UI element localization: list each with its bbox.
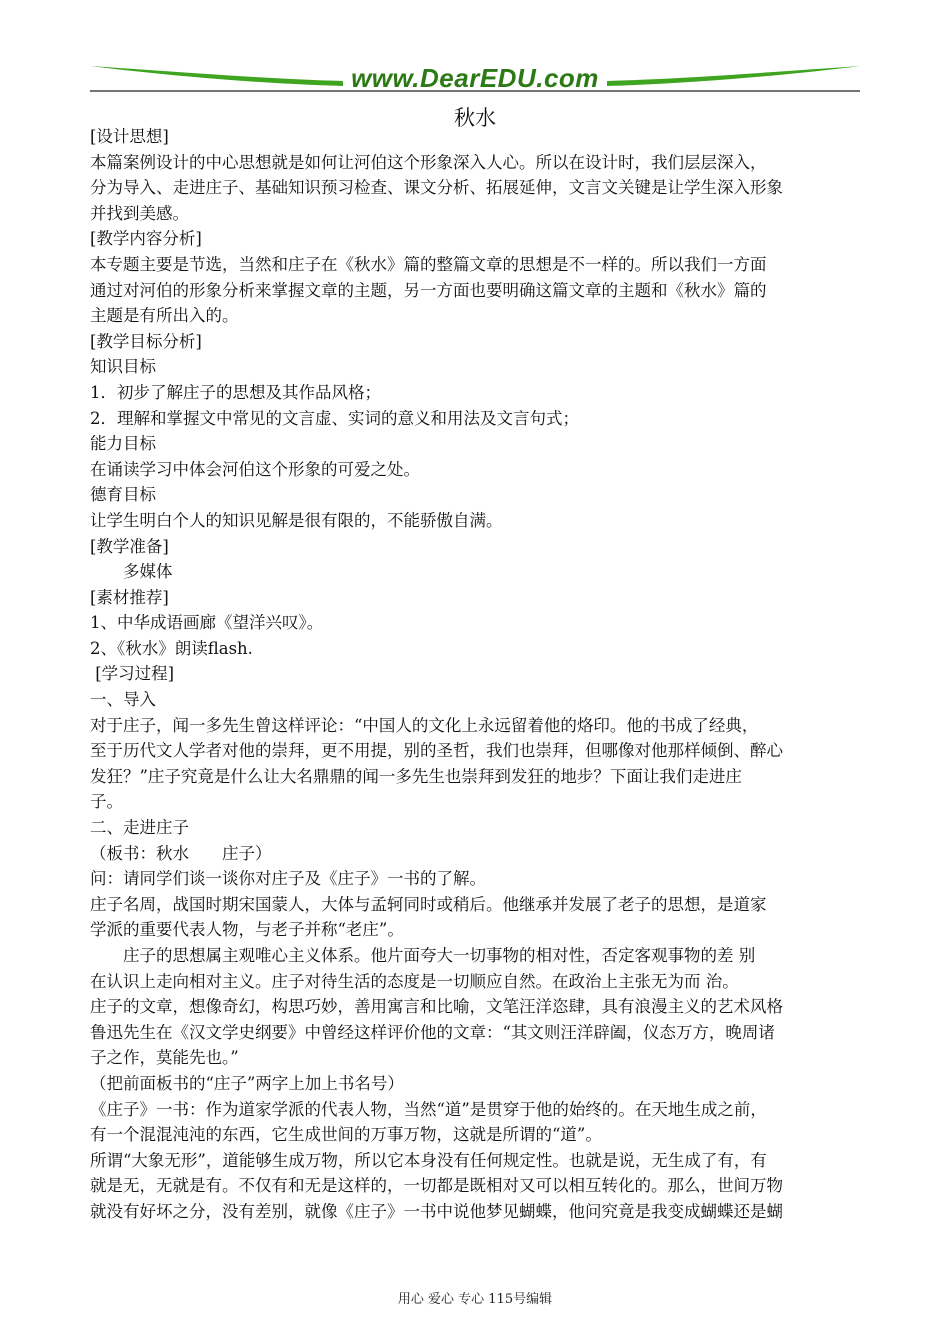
text-line: 1、中华成语画廊《望洋兴叹》。 xyxy=(90,613,324,633)
text-line: 让学生明白个人的知识见解是很有限的，不能骄傲自满。 xyxy=(90,510,503,530)
text-line: 庄子的文章，想像奇幻，构思巧妙，善用寓言和比喻，文笔汪洋恣肆，具有浪漫主义的艺术风格 xyxy=(90,997,783,1017)
text-line: 在诵读学习中体会河伯这个形象的可爱之处。 xyxy=(90,459,420,479)
text-line: 德育目标 xyxy=(90,485,156,505)
text-line: 学派的重要代表人物，与老子并称“老庄”。 xyxy=(90,920,404,940)
text-line: 子。 xyxy=(90,792,123,812)
text-line: 多媒体 xyxy=(90,562,173,582)
text-line: [教学准备] xyxy=(90,536,169,556)
text-line: 分为导入、走进庄子、基础知识预习检查、课文分析、拓展延伸，文言文关键是让学生深入形象 xyxy=(90,178,783,198)
text-line: 就没有好坏之分，没有差别，就像《庄子》一书中说他梦见蝴蝶，他问究竟是我变成蝴蝶还是蝴 xyxy=(90,1201,783,1221)
text-line: [设计思想] xyxy=(90,127,169,146)
text-line: 一、导入 xyxy=(90,690,156,710)
text-line: 问：请同学们谈一谈你对庄子及《庄子》一书的了解。 xyxy=(90,869,486,889)
text-line: [教学内容分析] xyxy=(90,229,202,249)
text-line: （板书：秋水 庄子） xyxy=(90,843,272,863)
text-line: 本篇案例设计的中心思想就是如何让河伯这个形象深入人心。所以在设计时，我们层层深入， xyxy=(90,152,767,172)
text-line: 能力目标 xyxy=(90,434,156,454)
text-line: 至于历代文人学者对他的崇拜，更不用提，别的圣哲，我们也崇拜，但哪像对他那样倾倒、醉心 xyxy=(90,741,783,761)
text-line: 知识目标 xyxy=(90,357,156,377)
text-line: 《庄子》一书：作为道家学派的代表人物，当然“道”是贯穿于他的始终的。在天地生成之前， xyxy=(90,1099,767,1119)
text-line: 并找到美感。 xyxy=(90,203,189,223)
text-line: 对于庄子，闻一多先生曾这样评论：“中国人的文化上永远留着他的烙印。他的书成了经典， xyxy=(90,715,759,735)
text-line: 本专题主要是节选，当然和庄子在《秋水》篇的整篇文章的思想是不一样的。所以我们一方面 xyxy=(90,254,767,274)
document-body xyxy=(90,124,865,1225)
text-line: 庄子的思想属主观唯心主义体系。他片面夸大一切事物的相对性，否定客观事物的差 别 xyxy=(90,946,756,965)
page-footer: 用心 爱心 专心 115号编辑 xyxy=(397,1292,553,1307)
text-line: 发狂？”庄子究竟是什么让大名鼎鼎的闻一多先生也崇拜到发狂的地步？下面让我们走进庄 xyxy=(90,766,742,786)
text-line: 主题是有所出入的。 xyxy=(90,306,239,326)
text-line: 通过对河伯的形象分析来掌握文章的主题，另一方面也要明确这篇文章的主题和《秋水》篇的 xyxy=(90,280,767,300)
text-line: 就是无，无就是有。不仅有和无是这样的，一切都是既相对又可以相互转化的。那么，世间万物 xyxy=(90,1176,783,1196)
text-line: [教学目标分析] xyxy=(90,331,202,351)
text-line: 在认识上走向相对主义。庄子对待生活的态度是一切顺应自然。在政治上主张无为而 治。 xyxy=(90,971,739,991)
document-title: 秋水 xyxy=(454,106,496,130)
text-line: [学习过程] xyxy=(90,664,175,684)
text-line: 鲁迅先生在《汉文学史纲要》中曾经这样评价他的文章：“其文则汪洋辟阖，仪态万方，晚周诸 xyxy=(90,1022,775,1042)
text-line: 子之作，莫能先也。” xyxy=(90,1048,239,1068)
text-line: 有一个混混沌沌的东西，它生成世间的万事万物，这就是所谓的“道”。 xyxy=(90,1125,602,1145)
text-line: [素材推荐] xyxy=(90,587,169,607)
text-line: 2、《秋水》朗读flash. xyxy=(90,638,253,658)
text-line: 2．理解和掌握文中常见的文言虚、实词的意义和用法及文言句式； xyxy=(90,408,579,428)
text-line: 庄子名周，战国时期宋国蒙人，大体与孟轲同时或稍后。他继承并发展了老子的思想，是道家 xyxy=(90,894,767,914)
text-line: 1．初步了解庄子的思想及其作品风格； xyxy=(90,382,381,402)
text-line: 二、走进庄子 xyxy=(90,818,189,838)
text-line: 所谓“大象无形”，道能够生成万物，所以它本身没有任何规定性。也就是说，无生成了有，有 xyxy=(90,1150,767,1170)
site-logo[interactable]: www.DearEDU.com xyxy=(351,63,599,93)
site-header-banner xyxy=(88,60,862,98)
text-line: （把前面板书的“庄子”两字上加上书名号） xyxy=(90,1073,404,1093)
